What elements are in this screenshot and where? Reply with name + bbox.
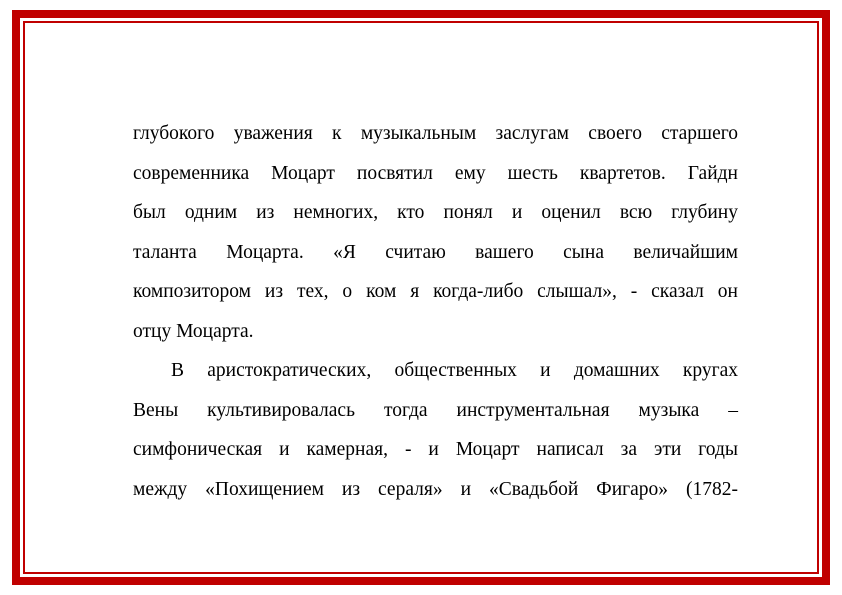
paragraph-line: был одним из немногих, кто понял и оценил всю глубину	[133, 202, 738, 223]
paragraph-1	[133, 114, 738, 351]
body-text	[133, 114, 738, 509]
paragraph-2	[133, 351, 738, 509]
paragraph-line: композитором из тех, о ком я когда-либо слышал», - сказал он	[133, 281, 738, 302]
paragraph-line: таланта Моцарта. «Я считаю вашего сына величайшим	[133, 241, 738, 263]
paragraph-line: современника Моцарт посвятил ему шесть квартетов. Гайдн	[133, 162, 738, 184]
paragraph-line: Вены культивировалась тогда инструментальная музыка –	[133, 399, 738, 421]
paragraph-line: отцу Моцарта.	[133, 320, 254, 342]
paragraph-line: глубокого уважения к музыкальным заслугам своего старшего	[133, 123, 738, 144]
paragraph-line: симфоническая и камерная, - и Моцарт написал за эти годы	[133, 439, 738, 460]
paragraph-line: между «Похищением из сераля» и «Свадьбой Фигаро» (1782-	[133, 478, 738, 500]
paragraph-line: В аристократических, общественных и домашних кругах	[171, 360, 738, 381]
